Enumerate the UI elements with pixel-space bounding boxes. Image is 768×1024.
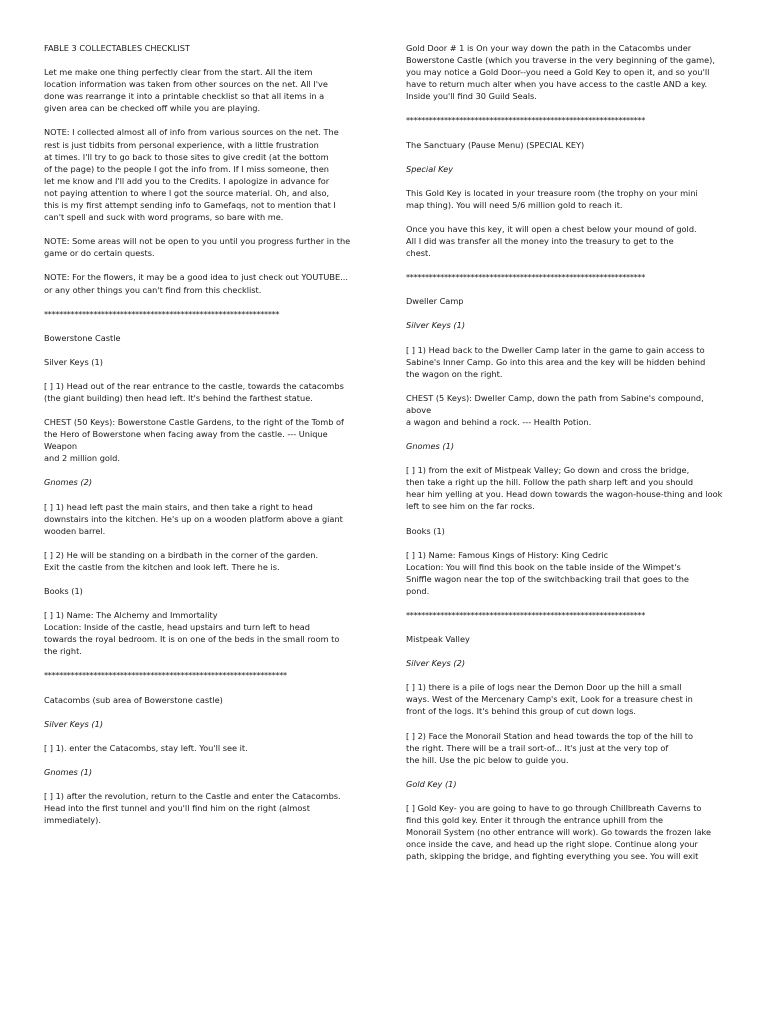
subheading-silver-keys: Silver Keys (1) — [406, 320, 466, 331]
note-areas: NOTE: Some areas will not be open to you until you progress further in the game or do certain quests. — [44, 236, 351, 259]
intro-paragraph: Let me make one thing perfectly clear from the start. All the item location information was taken from other sources on the net. All I've done was rearrange it into a printable checklist so that all items in a given area can be checked off while you are playing. — [44, 67, 328, 114]
section-separator: ************************************************************** — [44, 308, 280, 319]
gold-door-paragraph: Gold Door # 1 is On your way down the path in the Catacombs under Bowerstone Castle (which you traverse in the very beginning of the game), you may notice a Gold Door--you need a Gold Key to open it, and so you'll have to return much alter when you have access to the castle AND a key. Inside you'll find 30 Guild Seals. — [406, 43, 715, 102]
section-heading-catacombs: Catacombs (sub area of Bowerstone castle) — [44, 694, 223, 705]
right-column — [406, 42, 724, 874]
subheading-gnomes: Gnomes (2) — [44, 477, 93, 488]
checklist-item: [ ] 1) Name: The Alchemy and Immortality Location: Inside of the castle, head upstairs and turn left to head towards the royal bedroom. It is on one of the beds in the small room to the right. — [44, 610, 340, 657]
chest-note: CHEST (5 Keys): Dweller Camp, down the path from Sabine's compound, above a wagon and behind a rock. --- Health Potion. — [406, 392, 704, 427]
subheading-silver-keys: Silver Keys (2) — [406, 658, 466, 669]
section-heading-mistpeak: Mistpeak Valley — [406, 634, 470, 645]
checklist-item: [ ] 2) He will be standing on a birdbath in the corner of the garden. Exit the castle from the kitchen and look left. There he is. — [44, 549, 319, 572]
section-separator: *************************************************************** — [406, 115, 646, 126]
subheading-special-key: Special Key — [406, 163, 454, 174]
checklist-item: [ ] 1) there is a pile of logs near the Demon Door up the hill a small ways. West of the Mercenary Camp's exit, Look for a treasure chest in front of the logs. It's behind this group of cut down logs. — [406, 682, 693, 717]
chest-note: CHEST (50 Keys): Bowerstone Castle Gardens, to the right of the Tomb of the Hero of Bowerstone when facing away from the castle. --- Unique Weapon and 2 million gold. — [44, 417, 344, 464]
checklist-item: [ ] 1). enter the Catacombs, stay left. You'll see it. — [44, 742, 248, 753]
checklist-item: [ ] 1) Name: Famous Kings of History: King Cedric Location: You will find this book on the table inside of the Wimpet's Sniffle wagon near the top of the switchbacking trail that goes to the pond. — [406, 549, 689, 596]
note-sources: NOTE: I collected almost all of info from various sources on the net. The rest is just tidbits from personal experience, with a little frustration at times. I'll try to go back to those sites to give credit (at the bottom of the page) to the people I got the info from. If I miss someone, then let me know and I'll add you to the Credits. I apologize in advance for not paying attention to where I got the source material. Oh, and also, this is my first attempt sending info to Gamefaqs, not to mention that I can't spell and suck with word programs, so bare with me. — [44, 127, 339, 223]
section-heading-dweller: Dweller Camp — [406, 296, 464, 307]
section-heading-bowerstone: Bowerstone Castle — [44, 332, 121, 343]
subheading-gnomes: Gnomes (1) — [406, 441, 455, 452]
section-heading-sanctuary: The Sanctuary (Pause Menu) (SPECIAL KEY) — [406, 139, 585, 150]
checklist-item: [ ] Gold Key- you are going to have to go through Chillbreath Caverns to find this gold key. Enter it through the entrance uphill from the Monorail System (no other entrance will work). Go towards the frozen lake once inside the cave, and head up the right slope. Continue along your path, skipping the bridge, and fighting everything you see. You will exit — [406, 802, 712, 862]
checklist-item: [ ] 1) head left past the main stairs, and then take a right to head downstairs into the kitchen. He's up on a wooden platform above a giant wooden barrel. — [44, 501, 343, 536]
checklist-item: [ ] 2) Face the Monorail Station and head towards the top of the hill to the right. There will be a trail sort-of... It's just at the very top of the hill. Use the pic below to guide you. — [406, 730, 693, 765]
section-separator: **************************************************************** — [44, 670, 287, 681]
checklist-item: [ ] 1) Head out of the rear entrance to the castle, towards the catacombs (the giant building) then head left. It's behind the farthest statue. — [44, 380, 344, 403]
document-title: FABLE 3 COLLECTABLES CHECKLIST — [44, 43, 190, 53]
subheading-gnomes: Gnomes (1) — [44, 766, 93, 777]
subheading-books: Books (1) — [44, 586, 83, 596]
subheading-silver-keys: Silver Keys (1) — [44, 718, 104, 729]
section-separator: *************************************************************** — [406, 272, 646, 283]
subheading-silver-keys: Silver Keys (1) — [44, 356, 103, 367]
checklist-item: [ ] 1) after the revolution, return to the Castle and enter the Catacombs. Head into the first tunnel and you'll find him on the right (almost immediately). — [44, 790, 341, 826]
checklist-item: [ ] 1) from the exit of Mistpeak Valley; Go down and cross the bridge, then take a right up the hill. Follow the path sharp left and you should hear him yelling at you. Head down towards the wagon-house-thing and look left to see him on the far rocks. — [406, 465, 723, 512]
left-column — [44, 42, 362, 838]
subheading-books: Books (1) — [406, 525, 445, 536]
sanctuary-text: This Gold Key is located in your treasure room (the trophy on your mini map thing). You will need 5/6 million gold to reach it. — [406, 187, 698, 210]
note-flowers: NOTE: For the flowers, it may be a good idea to just check out YOUTUBE... or any other things you can't find from this checklist. — [44, 272, 348, 295]
subheading-gold-key: Gold Key (1) — [406, 778, 457, 789]
checklist-item: [ ] 1) Head back to the Dweller Camp later in the game to gain access to Sabine's Inner Camp. Go into this area and the key will be hidden behind the wagon on the right. — [406, 344, 706, 379]
sanctuary-text: Once you have this key, it will open a chest below your mound of gold. All I did was transfer all the money into the treasury to get to the chest. — [406, 223, 697, 259]
section-separator: *************************************************************** — [406, 610, 646, 620]
